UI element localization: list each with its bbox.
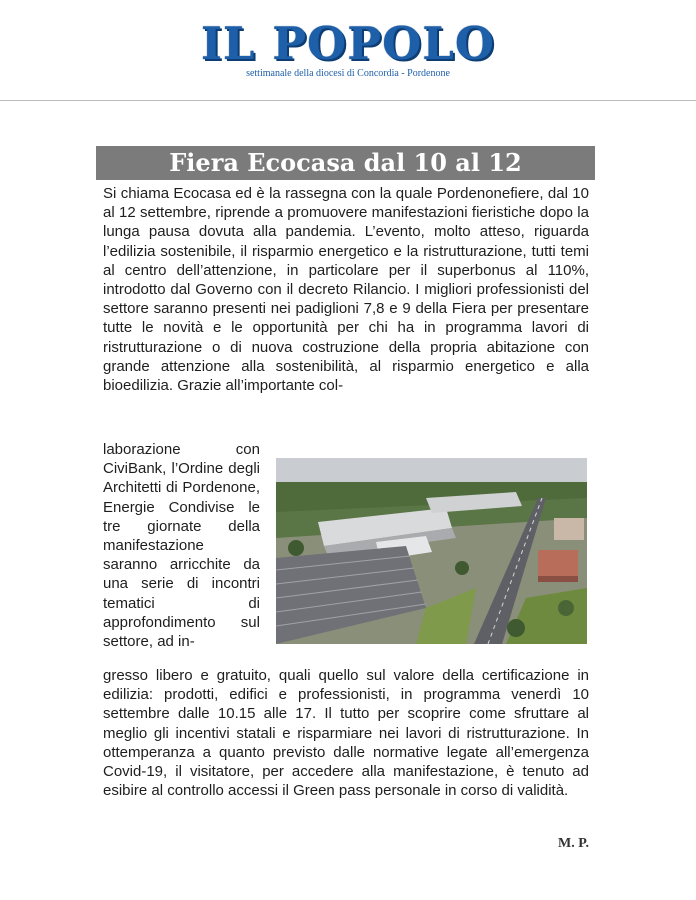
photo-sky	[276, 458, 587, 484]
masthead	[0, 0, 696, 100]
author-signature: M. P.	[558, 836, 589, 851]
masthead-divider	[0, 100, 696, 101]
photo-building	[538, 550, 578, 576]
body-paragraph-bottom: gresso libero e gratuito, quali quello sul valore della certificazione in edilizia: prodotti, edifici e professionisti, in programma venerdì 10 settembre dalle 10.15 alle 17. Il tutto per scoprire come sfruttare al meglio gli incentivi statali e risparmiare nei lavori di ristrutturazione. In ottemperanza a quanto previsto dalle normative legate all’emergenza Covid-19, il visitatore, per accedere alla manifestazione, è tenuto ad esibire al controllo accessi il Green pass personale in corso di validità.	[103, 667, 589, 800]
article-body-side	[103, 440, 260, 651]
newspaper-tagline: settimanale della diocesi di Concordia - Pordenone	[246, 68, 450, 79]
article-body-top	[103, 184, 589, 395]
aerial-photo-illustration	[276, 458, 587, 644]
article-headline: Fiera Ecocasa dal 10 al 12	[96, 146, 595, 180]
newspaper-logo: IL POPOLO	[200, 17, 496, 70]
body-paragraph-top: Si chiama Ecocasa ed è la rassegna con la quale Pordenonefiere, dal 10 al 12 settembre, riprende a promuovere manifestazioni fieristiche dopo la lunga pausa dovuta alla pandemia. L’evento, molto atteso, riguarda l’edilizia sostenibile, il risparmio energetico e la ristrutturazione, tutti temi al centro dell’attenzione, in particolare per il superbonus al 110%, introdotto dal Governo con il decreto Rilancio. I migliori professionisti del settore saranno presenti nei padiglioni 7,8 e 9 della Fiera per presentare tutte le novità e le opportunità per chi ha in programma lavori di ristrutturazione o di nuova costruzione della propria abitazione con grande attenzione alla sostenibilità, al risparmio energetico e alla bioedilizia. Grazie all’importante col-	[103, 185, 589, 395]
aerial-photo	[276, 458, 587, 644]
body-paragraph-side: laborazione con CiviBank, l’Ordine degli Architetti di Pordenone, Energie Condivise le tre giornate della manifestazione saranno arricchite da una serie di incontri tematici di approfondimento sul settore, ad in-	[103, 441, 260, 651]
article-body-bottom	[103, 666, 589, 800]
